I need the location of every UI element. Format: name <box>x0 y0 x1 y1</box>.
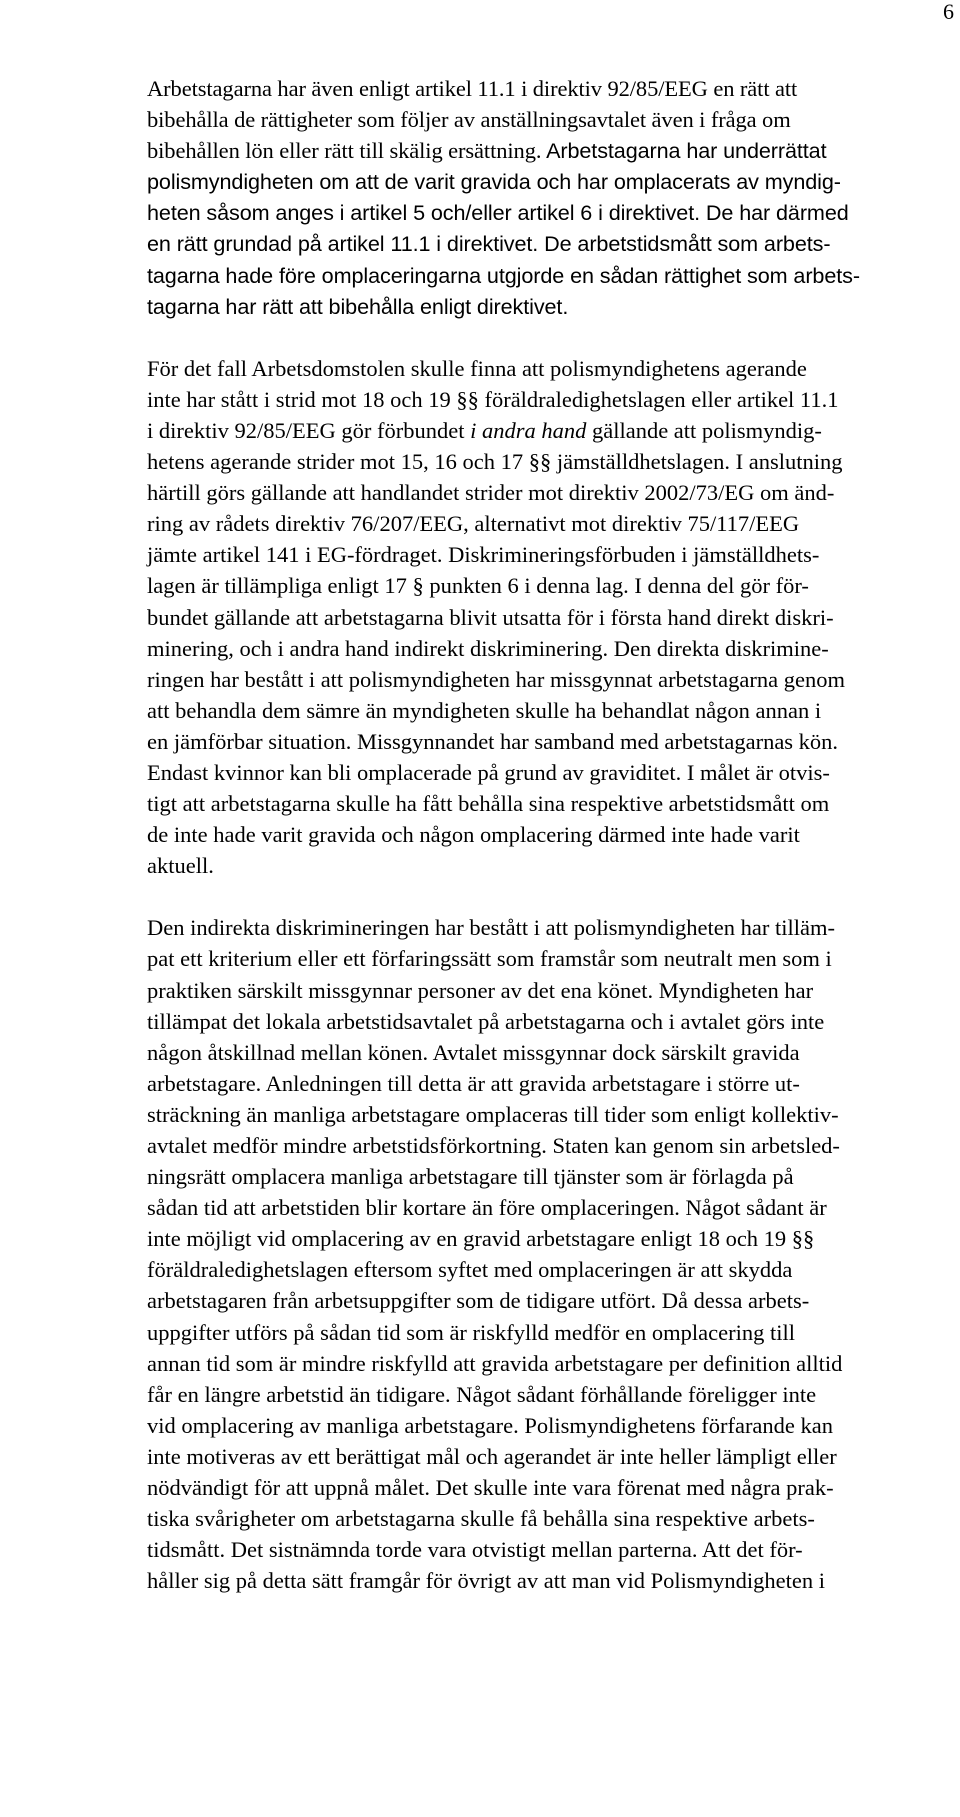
paragraph-1-opening: Arbetstagarna har även enligt artikel 11.1 i direktiv 92/85/EEG en rätt att bibehålla de rättigheter som följer av anställningsavtalet även i fråga om bibehållen lön eller rätt till skälig ersättning. <box>147 76 798 164</box>
paragraph-2-text-b: gällande att polismyndig- hetens agerande strider mot 15, 16 och 17 §§ jämställdhetslagen. I anslutning härtill görs gällande att handlandet strider mot direktiv 2002/73/EG om änd- ring av rådets direktiv 76/207/EEG, alternativt mot direktiv 75/117/EEG jämte artikel 141 i EG-fördraget. Diskrimineringsförbuden i jämställdhets- lagen är tillämpliga enligt 17 § punkten 6 i denna lag. I denna del gör för- bundet gällande att arbetstagarna blivit utsatta för i första hand direkt diskri- minering, och i andra hand indirekt diskriminering. Den direkta diskrimine- ringen har bestått i att polismyndigheten har missgynnat arbetstagarna genom att behandla dem sämre än myndigheten skulle ha behandlat någon annan i en jämförbar situation. Missgynnandet har samband med arbetstagarnas kön. Endast kvinnor kan bli omplacerade på grund av graviditet. I målet är otvis- tigt att arbetstagarna skulle ha fått behålla sina respektive arbetstidsmått om de inte hade varit gravida och någon omplacering därmed inte hade varit aktuell. <box>147 417 845 879</box>
page-number: 6 <box>943 0 954 24</box>
document-body <box>147 73 935 1596</box>
paragraph-2-text-a: För det fall Arbetsdomstolen skulle finna att polismyndighetens agerande inte har stått i strid mot 18 och 19 §§ föräldraledighetslagen eller artikel 11.1 i direktiv 92/85/EEG gör förbundet <box>147 355 839 443</box>
paragraph-1-continuation: Arbetstagarna har underrättat polismyndigheten om att de varit gravida och har omplacerats av myndig- heten såsom anges i artikel 5 och/eller artikel 6 i direktivet. De har därmed en rätt grundad på artikel 11.1 i direktivet. De arbetstidsmått som arbets- tagarna hade före omplaceringarna utgjorde en sådan rättighet som arbets- tagarna har rätt att bibehålla enligt direktivet. <box>147 138 860 319</box>
paragraph-1 <box>147 73 935 322</box>
paragraph-2-emphasis: i andra hand <box>470 417 587 443</box>
paragraph-2 <box>147 353 935 882</box>
paragraph-3: Den indirekta diskrimineringen har bestått i att polismyndigheten har tilläm- pat ett kriterium eller ett förfaringssätt som framstår som neutralt men som i praktiken särskilt missgynnar personer av det ena könet. Myndigheten har tillämpat det lokala arbetstidsavtalet på arbetstagarna och i avtalet görs inte någon åtskillnad mellan könen. Avtalet missgynnar dock särskilt gravida arbetstagare. Anledningen till detta är att gravida arbetstagare i större ut- sträckning än manliga arbetstagare omplaceras till tider som enligt kollektiv- avtalet medför mindre arbetstidsförkortning. Staten kan genom sin arbetsled- ningsrätt omplacera manliga arbetstagare till tjänster som är förlagda på sådan tid att arbetstiden blir kortare än före omplaceringen. Något sådant är inte möjligt vid omplacering av en gravid arbetstagare enligt 18 och 19 §§ föräldraledighetslagen eftersom syftet med omplaceringen är att skydda arbetstagaren från arbetsuppgifter som de tidigare utfört. Då dessa arbets- uppgifter utförs på sådan tid som är riskfylld medför en omplacering till annan tid som är mindre riskfylld att gravida arbetstagare per definition alltid får en längre arbetstid än tidigare. Något sådant förhållande föreligger inte vid omplacering av manliga arbetstagare. Polismyndighetens förfarande kan inte motiveras av ett berättigat mål och agerandet är inte heller lämpligt eller nödvändigt för att uppnå målet. Det skulle inte vara förenat med några prak- tiska svårigheter om arbetstagarna skulle få behålla sina respektive arbets- tidsmått. Det sistnämnda torde vara otvistigt mellan parterna. Att det för- håller sig på detta sätt framgår för övrigt av att man vid Polismyndigheten i <box>147 915 843 1594</box>
